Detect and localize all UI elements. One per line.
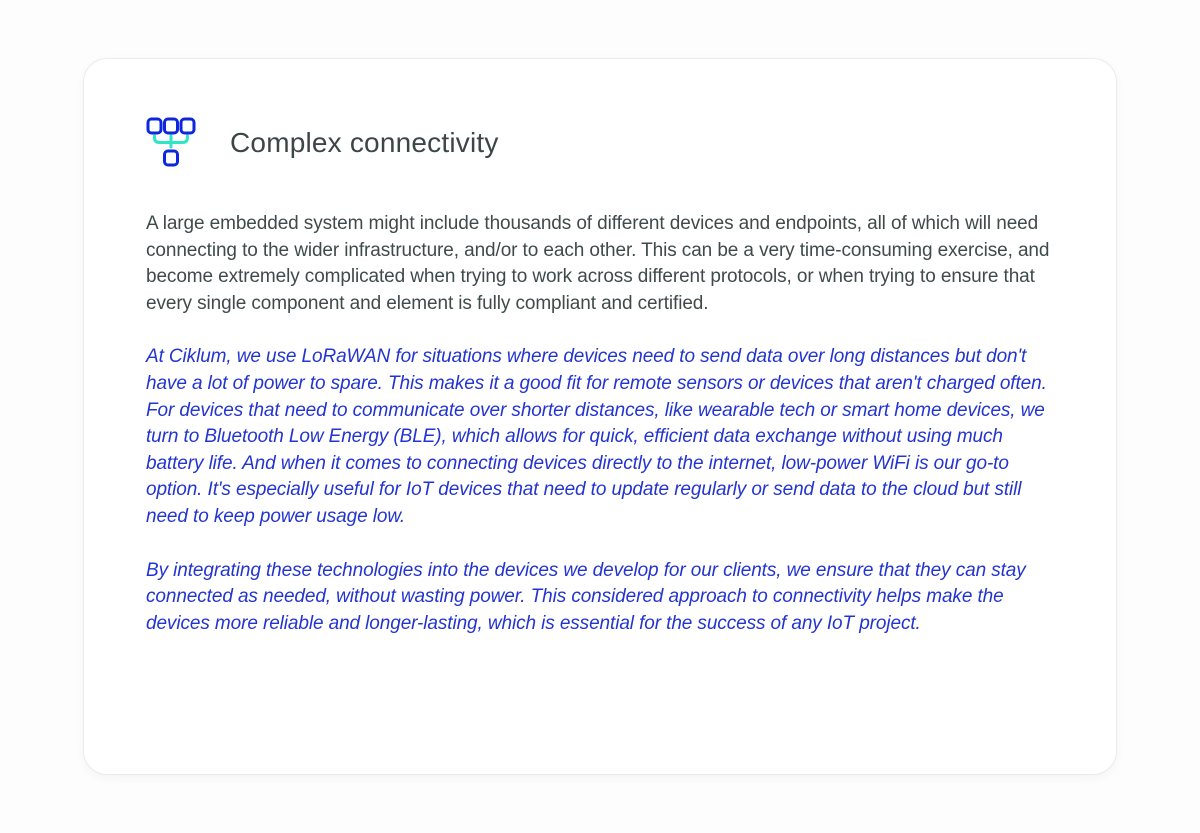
accent-paragraph-1: At Ciklum, we use LoRaWAN for situations where devices need to send data over long distances but don't have a lot of power to spare. This makes it a good fit for remote sensors or devices that aren't charged often. For devices that need to communicate over shorter distances, like wearable tech or smart home devices, we turn to Bluetooth Low Energy (BLE), which allows for quick, efficient data exchange without using much battery life. And when it comes to connecting devices directly to the internet, low-power WiFi is our go-to option. It's especially useful for IoT devices that need to update regularly or send data to the cloud but still need to keep power usage low. bbox=[146, 346, 1047, 527]
network-hierarchy-icon-svg bbox=[146, 117, 196, 169]
intro-paragraph: A large embedded system might include thousands of different devices and endpoints, all of which will need connecting to the wider infrastructure, and/or to each other. This can be a very time-consuming exercise, and become extremely complicated when trying to work across different protocols, or when trying to ensure that every single component and element is fully compliant and certified. bbox=[146, 213, 1050, 314]
card-header bbox=[146, 117, 1059, 169]
icon-node-top-center bbox=[165, 119, 178, 133]
network-hierarchy-icon bbox=[146, 117, 196, 169]
card-body bbox=[146, 211, 1059, 637]
card-title: Complex connectivity bbox=[230, 127, 499, 158]
icon-node-top-right bbox=[181, 119, 194, 133]
icon-node-top-left bbox=[148, 119, 161, 133]
accent-paragraph-2: By integrating these technologies into the devices we develop for our clients, we ensure that they can stay connected as needed, without wasting power. This considered approach to connectivity helps make the devices more reliable and longer-lasting, which is essential for the success of any IoT project. bbox=[146, 559, 1026, 634]
content-card bbox=[83, 58, 1117, 775]
icon-node-bottom bbox=[165, 151, 178, 165]
